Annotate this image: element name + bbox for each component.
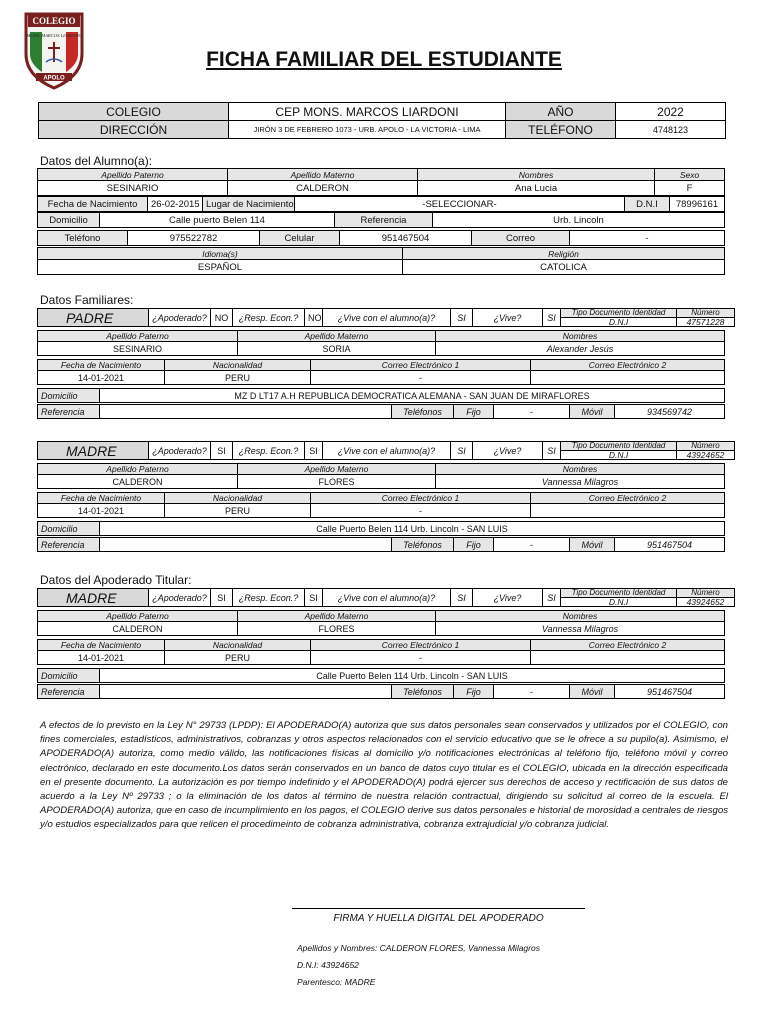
padre-domicilio: MZ D LT17 A.H REPUBLICA DEMOCRATICA ALEMANA - SAN JUAN DE MIRAFLORES xyxy=(100,389,725,403)
apoderado-nombres: Vannessa Milagros xyxy=(436,622,725,636)
crest-bottom-text: APOLO xyxy=(43,75,65,82)
madre-vive-con-q: ¿Vive con el alumno(a)? xyxy=(323,442,451,460)
padre-row-referencia xyxy=(37,404,725,419)
telefono-label: TELÉFONO xyxy=(506,121,616,139)
alumno-sexo: F xyxy=(655,181,725,196)
alumno-ap-materno-label: Apellido Materno xyxy=(228,169,418,181)
padre-vive-value: SI xyxy=(543,309,561,327)
signature-dni: D.N.I: 43924652 xyxy=(297,960,359,970)
padre-nacionalidad: PERU xyxy=(165,371,311,385)
dni-label: D.N.I xyxy=(625,197,670,212)
telefono-value: 975522782 xyxy=(128,231,260,246)
crest-top-text: COLEGIO xyxy=(32,16,76,26)
padre-domicilio-label: Domicilio xyxy=(38,389,100,403)
signature-nombres: Apellidos y Nombres: CALDERON FLORES, Vannessa Milagros xyxy=(297,943,540,953)
apoderado-numero-label: Número xyxy=(677,589,735,598)
apoderado-movil: 951467504 xyxy=(615,685,725,699)
apoderado-vive-value: SI xyxy=(543,589,561,607)
alumno-table-birth xyxy=(37,196,725,212)
alumno-table-idioma xyxy=(37,247,725,275)
padre-resp-q: ¿Resp. Econ.? xyxy=(233,309,305,327)
religion-value: CATOLICA xyxy=(403,260,725,275)
signature-parentesco: Parentesco: MADRE xyxy=(297,977,376,987)
padre-telefonos-label: Teléfonos xyxy=(392,405,454,419)
domicilio-label: Domicilio xyxy=(38,213,100,228)
apoderado-row-birth xyxy=(37,639,725,665)
madre-fecha-nac-label: Fecha de Nacimiento xyxy=(38,493,165,504)
correo-value: - xyxy=(570,231,725,246)
madre-telefonos-label: Teléfonos xyxy=(392,538,454,552)
madre-ap-paterno-label: Apellido Paterno xyxy=(38,464,238,475)
madre-ap-paterno: CALDERON xyxy=(38,475,238,489)
apoderado-row-referencia xyxy=(37,684,725,699)
alumno-sexo-label: Sexo xyxy=(655,169,725,181)
apoderado-tipo-doc-label: Tipo Documento Identidad xyxy=(561,589,677,598)
apoderado-fijo: - xyxy=(494,685,570,699)
telefono-label: Teléfono xyxy=(38,231,128,246)
madre-tipo-doc-label: Tipo Documento Identidad xyxy=(561,442,677,451)
apoderado-correo1: - xyxy=(311,651,531,665)
padre-referencia xyxy=(100,405,392,419)
alumno-nombres: Ana Lucia xyxy=(418,181,655,196)
apoderado-telefonos-label: Teléfonos xyxy=(392,685,454,699)
apoderado-referencia-label: Referencia xyxy=(38,685,100,699)
madre-nacionalidad-label: Nacionalidad xyxy=(165,493,311,504)
madre-movil-label: Móvil xyxy=(570,538,615,552)
madre-row-questions xyxy=(37,441,735,460)
alumno-nombres-label: Nombres xyxy=(418,169,655,181)
madre-movil: 951467504 xyxy=(615,538,725,552)
madre-vive-con-value: SI xyxy=(451,442,473,460)
padre-nacionalidad-label: Nacionalidad xyxy=(165,360,311,371)
apoderado-numero: 43924652 xyxy=(677,598,735,607)
celular-label: Celular xyxy=(260,231,340,246)
madre-domicilio: Calle Puerto Belen 114 Urb. Lincoln - SAN LUIS xyxy=(100,522,725,536)
page-title: FICHA FAMILIAR DEL ESTUDIANTE xyxy=(206,48,562,71)
madre-correo2 xyxy=(531,504,725,518)
direccion-label: DIRECCIÓN xyxy=(39,121,229,139)
padre-apoderado-value: NO xyxy=(211,309,233,327)
padre-correo2-label: Correo Electrónico 2 xyxy=(531,360,725,371)
madre-nombres: Vannessa Milagros xyxy=(436,475,725,489)
apoderado-domicilio: Calle Puerto Belen 114 Urb. Lincoln - SAN LUIS xyxy=(100,669,725,683)
apoderado-ap-materno: FLORES xyxy=(238,622,436,636)
domicilio-value: Calle puerto Belen 114 xyxy=(100,213,335,228)
direccion-value: JIRÓN 3 DE FEBRERO 1073 - URB. APOLO - LA VICTORIA - LIMA xyxy=(229,121,506,139)
padre-nombres-label: Nombres xyxy=(436,331,725,342)
apoderado-fijo-label: Fijo xyxy=(454,685,494,699)
padre-ap-paterno: SESINARIO xyxy=(38,342,238,356)
alumno-ap-materno: CALDERON xyxy=(228,181,418,196)
fecha-nac-label: Fecha de Nacimiento xyxy=(38,197,148,212)
padre-correo2 xyxy=(531,371,725,385)
padre-fecha-nac: 14-01-2021 xyxy=(38,371,165,385)
alumno-table-domicilio xyxy=(37,212,725,228)
apoderado-fecha-nac-label: Fecha de Nacimiento xyxy=(38,640,165,651)
apoderado-section-title: Datos del Apoderado Titular: xyxy=(40,573,192,587)
madre-correo1-label: Correo Electrónico 1 xyxy=(311,493,531,504)
madre-role: MADRE xyxy=(38,442,149,460)
padre-correo1-label: Correo Electrónico 1 xyxy=(311,360,531,371)
signature-label: FIRMA Y HUELLA DIGITAL DEL APODERADO xyxy=(333,913,544,924)
madre-numero-label: Número xyxy=(677,442,735,451)
apoderado-movil-label: Móvil xyxy=(570,685,615,699)
madre-fecha-nac: 14-01-2021 xyxy=(38,504,165,518)
colegio-label: COLEGIO xyxy=(39,103,229,121)
apoderado-apoderado-q: ¿Apoderado? xyxy=(149,589,211,607)
padre-role: PADRE xyxy=(38,309,149,327)
madre-vive-q: ¿Vive? xyxy=(473,442,543,460)
madre-resp-q: ¿Resp. Econ.? xyxy=(233,442,305,460)
madre-ap-materno: FLORES xyxy=(238,475,436,489)
padre-resp-value: NO xyxy=(305,309,323,327)
signature-line xyxy=(292,908,585,909)
apoderado-ap-paterno-label: Apellido Paterno xyxy=(38,611,238,622)
apoderado-correo2-label: Correo Electrónico 2 xyxy=(531,640,725,651)
referencia-value: Urb. Lincoln xyxy=(433,213,725,228)
madre-referencia xyxy=(100,538,392,552)
madre-domicilio-label: Domicilio xyxy=(38,522,100,536)
padre-row-names xyxy=(37,330,725,356)
padre-fijo: - xyxy=(494,405,570,419)
madre-row-birth xyxy=(37,492,725,518)
fecha-nac: 26-02-2015 xyxy=(148,197,203,212)
apoderado-nacionalidad-label: Nacionalidad xyxy=(165,640,311,651)
apoderado-resp-value: SI xyxy=(305,589,323,607)
apoderado-resp-q: ¿Resp. Econ.? xyxy=(233,589,305,607)
padre-fijo-label: Fijo xyxy=(454,405,494,419)
apoderado-ap-materno-label: Apellido Materno xyxy=(238,611,436,622)
apoderado-nacionalidad: PERU xyxy=(165,651,311,665)
apoderado-ap-paterno: CALDERON xyxy=(38,622,238,636)
apoderado-tipo-doc: D.N.I xyxy=(561,598,677,607)
padre-vive-con-q: ¿Vive con el alumno(a)? xyxy=(323,309,451,327)
padre-fecha-nac-label: Fecha de Nacimiento xyxy=(38,360,165,371)
colegio-value: CEP MONS. MARCOS LIARDONI xyxy=(229,103,506,121)
apoderado-vive-con-q: ¿Vive con el alumno(a)? xyxy=(323,589,451,607)
apoderado-vive-q: ¿Vive? xyxy=(473,589,543,607)
madre-tipo-doc: D.N.I xyxy=(561,451,677,460)
alumno-table-telefono xyxy=(37,230,725,246)
legal-text: A efectos de lo previsto en la Ley N° 29733 (LPDP): El APODERADO(A) autoriza que sus datos personales sean conservados y utilizados por el COLEGIO, con fines comerciales, estadísticos, administrativos, cobranzas y otros aspectos relacionados con el servicio educativo que se le ofrece a su pupilo(a). Asimismo, el APODERADO(A) autoriza, como medio válido, las notificaciones físicas al domicilio y/o notificaciones electrónicas al teléfono fijo, teléfono móvil y correo electrónico, declarado en este documento.Los datos serán conservados en un banco de datos cuyo titular es el COLEGIO, ubicada en la dirección especificada en el presente documento. La autorización es por tiempo indefinido y el APODERADO(A) podrá ejercer sus derechos de acceso y rectificación de sus datos de acuerdo a la Ley Nº 29733 ; o la eliminación de los datos al término de nuestra relación contractual, dirigiendo su solicitud al correo de la escuela. El APODERADO(A) autoriza, que en caso de incumplimiento en los pagos, el COLEGIO derive sus datos personales e historial de morosidad a centrales de riesgos y/o estudios especializados para que relicen el procedimeinto de cobranza administrativa, cobranza extrajudicial y/o cobranza judicial. xyxy=(40,720,728,831)
idioma-value: ESPAÑOL xyxy=(38,260,403,275)
anio-label: AÑO xyxy=(506,103,616,121)
apoderado-referencia xyxy=(100,685,392,699)
apoderado-apoderado-value: SI xyxy=(211,589,233,607)
madre-row-referencia xyxy=(37,537,725,552)
padre-movil-label: Móvil xyxy=(570,405,615,419)
madre-nacionalidad: PERU xyxy=(165,504,311,518)
madre-row-names xyxy=(37,463,725,489)
anio-value: 2022 xyxy=(616,103,726,121)
referencia-label: Referencia xyxy=(335,213,433,228)
padre-row-domicilio xyxy=(37,388,725,403)
lugar-nac-label: Lugar de Nacimiento xyxy=(203,197,295,212)
celular-value: 951467504 xyxy=(340,231,472,246)
alumno-section-title: Datos del Alumno(a): xyxy=(40,154,153,168)
apoderado-correo2 xyxy=(531,651,725,665)
madre-apoderado-value: SI xyxy=(211,442,233,460)
padre-apoderado-q: ¿Apoderado? xyxy=(149,309,211,327)
padre-nombres: Alexander Jesús xyxy=(436,342,725,356)
apoderado-vive-con-value: SI xyxy=(451,589,473,607)
correo-label: Correo xyxy=(472,231,570,246)
alumno-ap-paterno-label: Apellido Paterno xyxy=(38,169,228,181)
lugar-nac-select[interactable]: -SELECCIONAR- xyxy=(295,197,625,212)
padre-ap-paterno-label: Apellido Paterno xyxy=(38,331,238,342)
madre-numero: 43924652 xyxy=(677,451,735,460)
crest-middle-text: MONS. MARCOS LIARDONI xyxy=(26,33,82,38)
apoderado-nombres-label: Nombres xyxy=(436,611,725,622)
madre-ap-materno-label: Apellido Materno xyxy=(238,464,436,475)
padre-row-birth xyxy=(37,359,725,385)
apoderado-correo1-label: Correo Electrónico 1 xyxy=(311,640,531,651)
telefono-value: 4748123 xyxy=(616,121,726,139)
padre-row-questions xyxy=(37,308,735,327)
religion-label: Religión xyxy=(403,248,725,260)
madre-correo2-label: Correo Electrónico 2 xyxy=(531,493,725,504)
familiares-section-title: Datos Familiares: xyxy=(40,293,134,307)
apoderado-row-names xyxy=(37,610,725,636)
apoderado-row-questions xyxy=(37,588,735,607)
madre-fijo: - xyxy=(494,538,570,552)
madre-referencia-label: Referencia xyxy=(38,538,100,552)
padre-tipo-doc: D.N.I xyxy=(561,318,677,327)
alumno-table-names xyxy=(37,168,725,196)
padre-ap-materno: SORIA xyxy=(238,342,436,356)
padre-tipo-doc-label: Tipo Documento Identidad xyxy=(561,309,677,318)
dni-value: 78996161 xyxy=(670,197,725,212)
padre-numero: 47571228 xyxy=(677,318,735,327)
madre-resp-value: SI xyxy=(305,442,323,460)
idioma-label: Idioma(s) xyxy=(38,248,403,260)
apoderado-role: MADRE xyxy=(38,589,149,607)
school-header-table xyxy=(38,102,726,139)
padre-correo1: - xyxy=(311,371,531,385)
madre-nombres-label: Nombres xyxy=(436,464,725,475)
madre-apoderado-q: ¿Apoderado? xyxy=(149,442,211,460)
padre-vive-con-value: SI xyxy=(451,309,473,327)
madre-row-domicilio xyxy=(37,521,725,536)
padre-ap-materno-label: Apellido Materno xyxy=(238,331,436,342)
madre-fijo-label: Fijo xyxy=(454,538,494,552)
madre-vive-value: SI xyxy=(543,442,561,460)
apoderado-fecha-nac: 14-01-2021 xyxy=(38,651,165,665)
alumno-ap-paterno: SESINARIO xyxy=(38,181,228,196)
padre-vive-q: ¿Vive? xyxy=(473,309,543,327)
padre-movil: 934569742 xyxy=(615,405,725,419)
padre-referencia-label: Referencia xyxy=(38,405,100,419)
padre-numero-label: Número xyxy=(677,309,735,318)
madre-correo1: - xyxy=(311,504,531,518)
apoderado-row-domicilio xyxy=(37,668,725,683)
apoderado-domicilio-label: Domicilio xyxy=(38,669,100,683)
